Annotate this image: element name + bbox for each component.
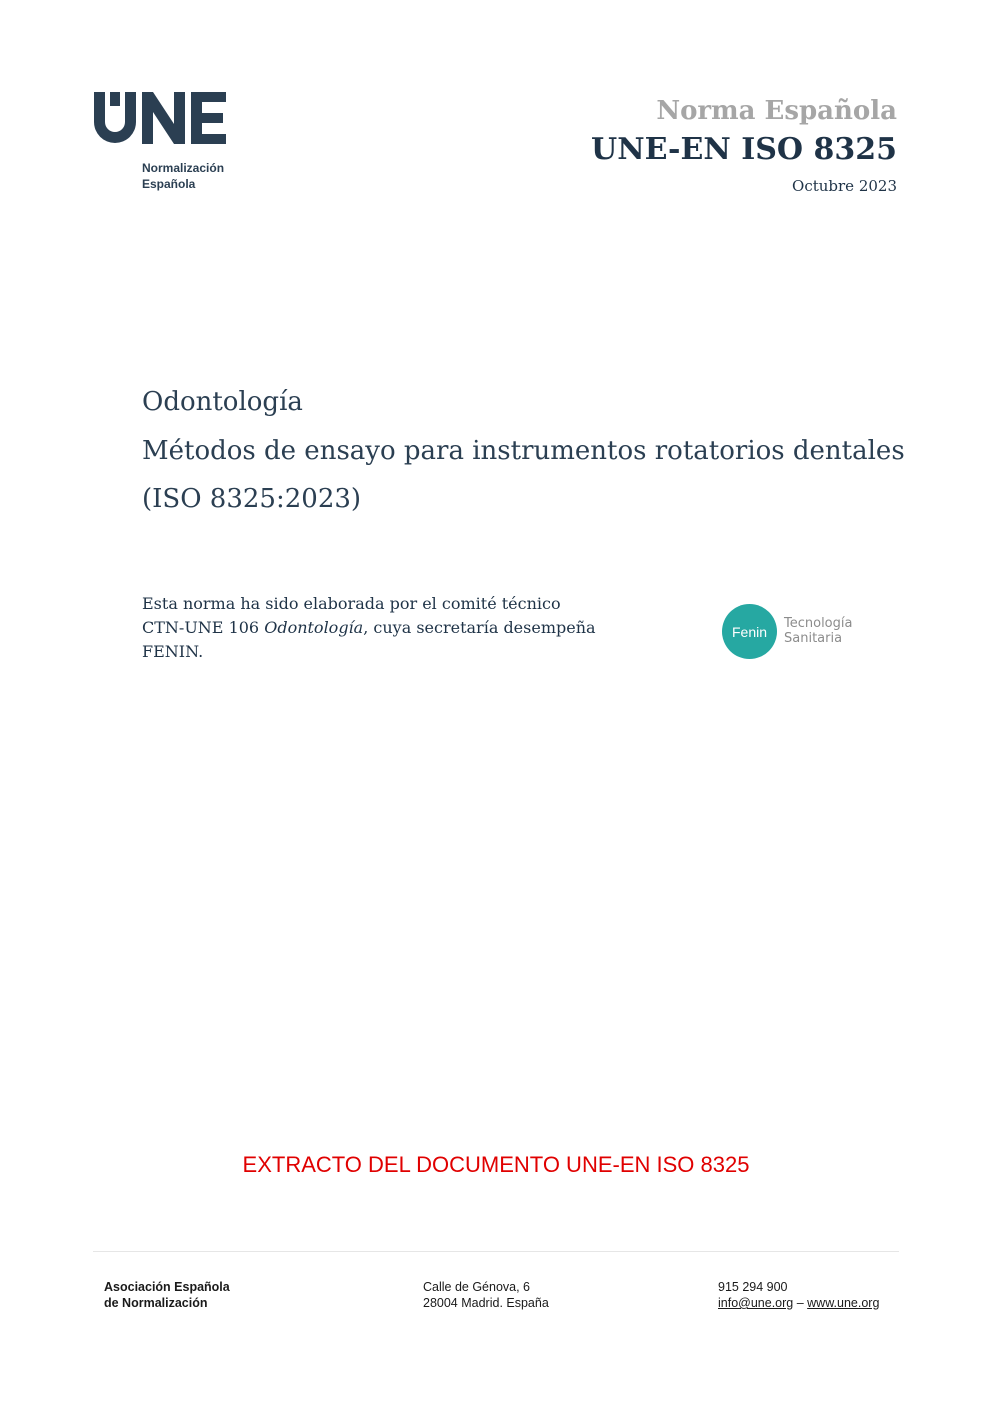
document-title-topic: Odontología [142, 387, 303, 417]
fenin-logo [722, 604, 872, 660]
norma-label: Norma Española [656, 96, 897, 126]
fenin-tagline-1: Tecnología [784, 616, 853, 631]
committee-name: Odontología [264, 618, 364, 637]
committee-line3: FENIN. [142, 642, 204, 661]
logo-subtitle-line2: Española [142, 177, 196, 191]
committee-code: CTN-UNE 106 [142, 618, 265, 637]
footer-org-line2: de Normalización [104, 1296, 208, 1310]
footer-email-link[interactable]: info@une.org [718, 1296, 794, 1310]
footer-links [718, 1295, 879, 1311]
footer-phone: 915 294 900 [718, 1280, 788, 1294]
fenin-circle-icon [722, 604, 777, 659]
une-logo [92, 90, 252, 200]
committee-line2-suffix: , cuya secretaría desempeña [363, 618, 596, 637]
norma-date: Octubre 2023 [792, 177, 897, 195]
footer-organization [104, 1279, 230, 1311]
logo-subtitle-line1: Normalización [142, 161, 225, 175]
footer-link-separator: – [793, 1296, 808, 1310]
committee-line1: Esta norma ha sido elaborada por el comité técnico [142, 594, 561, 613]
fenin-name: Fenin [731, 623, 768, 640]
norma-code: UNE-EN ISO 8325 [591, 132, 897, 167]
document-title-main: Métodos de ensayo para instrumentos rotatorios dentales [142, 436, 905, 466]
document-title-iso-ref: (ISO 8325:2023) [142, 484, 362, 514]
footer-contact [718, 1279, 879, 1311]
extract-notice: EXTRACTO DEL DOCUMENTO UNE-EN ISO 8325 [242, 1152, 750, 1177]
committee-line2 [142, 616, 622, 640]
footer-address [423, 1279, 549, 1311]
footer-divider [93, 1251, 899, 1252]
committee-statement [142, 592, 622, 664]
footer-website-link[interactable]: www.une.org [807, 1296, 880, 1310]
une-logo-mark [92, 90, 232, 146]
footer-addr-line2: 28004 Madrid. España [423, 1296, 549, 1310]
footer-addr-line1: Calle de Génova, 6 [423, 1280, 531, 1294]
footer-org-line1: Asociación Española [104, 1280, 230, 1294]
fenin-tagline-2: Sanitaria [784, 631, 843, 646]
